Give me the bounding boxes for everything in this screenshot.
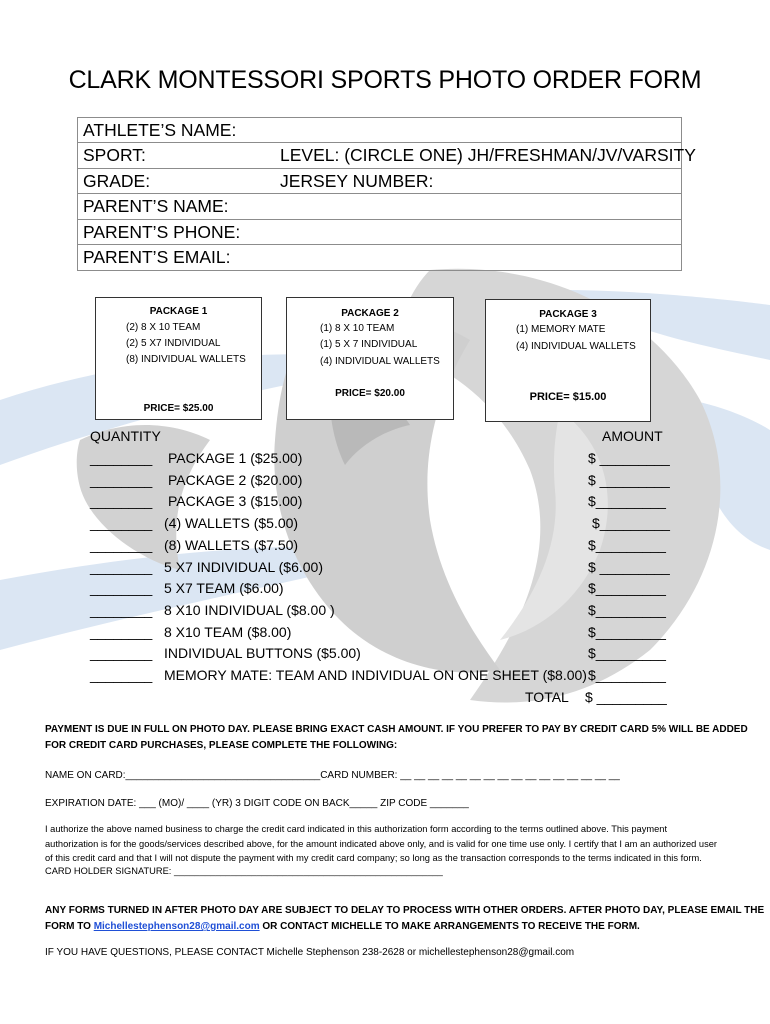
quantity-blank[interactable]: ________ xyxy=(90,450,153,466)
package-1-item: (2) 8 X 10 TEAM xyxy=(126,322,201,333)
late-notice-prefix: FORM TO xyxy=(45,921,94,932)
order-item-label: MEMORY MATE: TEAM AND INDIVIDUAL ON ONE SHEET ($8.00) xyxy=(164,667,587,683)
late-form-notice: ANY FORMS TURNED IN AFTER PHOTO DAY ARE SUBJECT TO DELAY TO PROCESS WITH OTHER ORDERS. AFTER PHOTO DAY, PLEASE EMAIL THE xyxy=(45,905,765,916)
authorization-text: authorization is for the goods/services described above, for the amount indicated above only, and is valid for one time use only. I certify that I am an authorized user xyxy=(45,839,717,849)
package-3-item: (4) INDIVIDUAL WALLETS xyxy=(516,341,636,352)
order-item-label: PACKAGE 2 ($20.00) xyxy=(168,471,303,488)
parent-name-row[interactable] xyxy=(78,194,681,219)
package-1-item: (2) 5 X7 INDIVIDUAL xyxy=(126,338,221,349)
amount-header: AMOUNT xyxy=(602,428,663,444)
grade-label: GRADE: xyxy=(83,170,151,191)
package-2-box xyxy=(286,297,454,420)
amount-field[interactable]: $ _________ xyxy=(588,471,670,488)
amount-field[interactable]: $_________ xyxy=(588,536,666,553)
order-item-label: PACKAGE 3 ($15.00) xyxy=(168,493,303,510)
level-label: LEVEL: (CIRCLE ONE) JH/FRESHMAN/JV/VARSITY xyxy=(280,145,696,166)
package-1-box xyxy=(95,297,262,420)
order-item-label: 5 X7 INDIVIDUAL ($6.00) xyxy=(164,558,323,575)
payment-notice: PAYMENT IS DUE IN FULL ON PHOTO DAY. PLEASE BRING EXACT CASH AMOUNT. IF YOU PREFER TO PAY BY CREDIT CARD 5% WILL BE ADDED xyxy=(45,724,748,735)
signature-field[interactable]: CARD HOLDER SIGNATURE: ____________________________________________________ xyxy=(45,866,443,876)
amount-field[interactable]: $ _________ xyxy=(588,450,670,466)
jersey-number-label: JERSEY NUMBER: xyxy=(280,170,434,191)
package-2-price: PRICE= $20.00 xyxy=(335,388,405,399)
package-3-price: PRICE= $15.00 xyxy=(529,391,607,403)
parent-phone-row[interactable] xyxy=(78,220,681,245)
quantity-blank[interactable]: ________ xyxy=(90,536,153,553)
athlete-info-table xyxy=(77,117,696,271)
order-item-label: 8 X10 TEAM ($8.00) xyxy=(164,623,292,640)
amount-field[interactable]: $_________ xyxy=(588,645,666,662)
order-item-label: PACKAGE 1 ($25.00) xyxy=(168,450,303,466)
package-3-item: (1) MEMORY MATE xyxy=(516,324,606,335)
package-3-title: PACKAGE 3 xyxy=(539,309,597,320)
total-label: TOTAL xyxy=(525,689,569,705)
amount-field[interactable]: $_________ xyxy=(588,623,666,640)
late-form-notice-cont xyxy=(45,921,640,932)
quantity-header: QUANTITY xyxy=(90,428,161,444)
amount-field[interactable]: $_________ xyxy=(588,601,666,618)
quantity-blank[interactable]: ________ xyxy=(90,515,153,532)
sport-label: SPORT: xyxy=(83,145,146,166)
parent-email-row[interactable] xyxy=(78,245,681,270)
order-item-label: 5 X7 TEAM ($6.00) xyxy=(164,580,284,597)
package-1-item: (8) INDIVIDUAL WALLETS xyxy=(126,354,246,365)
order-item-label: 8 X10 INDIVIDUAL ($8.00 ) xyxy=(164,601,335,618)
quantity-blank[interactable]: ________ xyxy=(90,667,153,683)
parent-email-label: PARENT’S EMAIL: xyxy=(83,246,231,267)
package-1-price: PRICE= $25.00 xyxy=(143,403,214,414)
amount-field[interactable]: $_________ xyxy=(588,493,666,510)
amount-field[interactable]: $_________ xyxy=(592,515,670,532)
athlete-name-row[interactable] xyxy=(78,118,681,143)
late-notice-suffix: OR CONTACT MICHELLE TO MAKE ARRANGEMENTS TO RECEIVE THE FORM. xyxy=(259,921,640,932)
amount-field[interactable]: $_________ xyxy=(588,580,666,597)
package-2-item: (4) INDIVIDUAL WALLETS xyxy=(320,356,440,367)
quantity-blank[interactable]: ________ xyxy=(90,580,153,597)
page-title: CLARK MONTESSORI SPORTS PHOTO ORDER FORM xyxy=(68,66,702,94)
quantity-blank[interactable]: ________ xyxy=(90,623,153,640)
package-2-item: (1) 5 X 7 INDIVIDUAL xyxy=(320,339,418,350)
quantity-blank[interactable]: ________ xyxy=(90,601,153,618)
payment-notice-cont: FOR CREDIT CARD PURCHASES, PLEASE COMPLETE THE FOLLOWING: xyxy=(45,740,398,751)
athlete-name-label: ATHLETE’S NAME: xyxy=(83,120,237,140)
quantity-blank[interactable]: ________ xyxy=(90,471,153,488)
email-link[interactable]: Michellestephenson28@gmail.com xyxy=(93,921,260,932)
amount-field[interactable]: $_________ xyxy=(588,667,666,683)
total-amount-field[interactable]: $ _________ xyxy=(585,689,667,705)
grade-row[interactable] xyxy=(78,169,681,194)
contact-info: IF YOU HAVE QUESTIONS, PLEASE CONTACT Michelle Stephenson 238-2628 or michellestephenson28@gmail.com xyxy=(45,947,575,958)
quantity-blank[interactable]: ________ xyxy=(90,558,153,575)
order-item-label: (4) WALLETS ($5.00) xyxy=(164,515,299,532)
package-1-title: PACKAGE 1 xyxy=(149,306,208,317)
parent-phone-label: PARENT’S PHONE: xyxy=(83,221,241,242)
order-item-label: INDIVIDUAL BUTTONS ($5.00) xyxy=(164,645,361,662)
authorization-text: of this credit card and that I will not dispute the payment with my credit card company; so long as the transaction corresponds to the terms indicated in this form. xyxy=(45,853,702,863)
name-on-card-field[interactable]: NAME ON CARD:___________________________________CARD NUMBER: __ __ __ __ __ __ __ __ __ __ __ __ __ __ __ __ xyxy=(45,770,620,781)
parent-name-label: PARENT’S NAME: xyxy=(83,196,229,217)
authorization-text: I authorize the above named business to charge the credit card indicated in this authorization form according to the terms outlined above. This payment xyxy=(45,824,668,834)
package-2-item: (1) 8 X 10 TEAM xyxy=(320,323,395,334)
package-3-box xyxy=(485,299,651,422)
amount-field[interactable]: $ _________ xyxy=(588,558,670,575)
package-2-title: PACKAGE 2 xyxy=(341,308,399,319)
quantity-blank[interactable]: ________ xyxy=(90,493,153,510)
sport-row[interactable] xyxy=(78,143,696,168)
order-item-label: (8) WALLETS ($7.50) xyxy=(164,536,299,553)
expiration-field[interactable]: EXPIRATION DATE: ___ (MO)/ ____ (YR) 3 DIGIT CODE ON BACK_____ ZIP CODE _______ xyxy=(45,798,469,809)
quantity-blank[interactable]: ________ xyxy=(90,645,153,662)
